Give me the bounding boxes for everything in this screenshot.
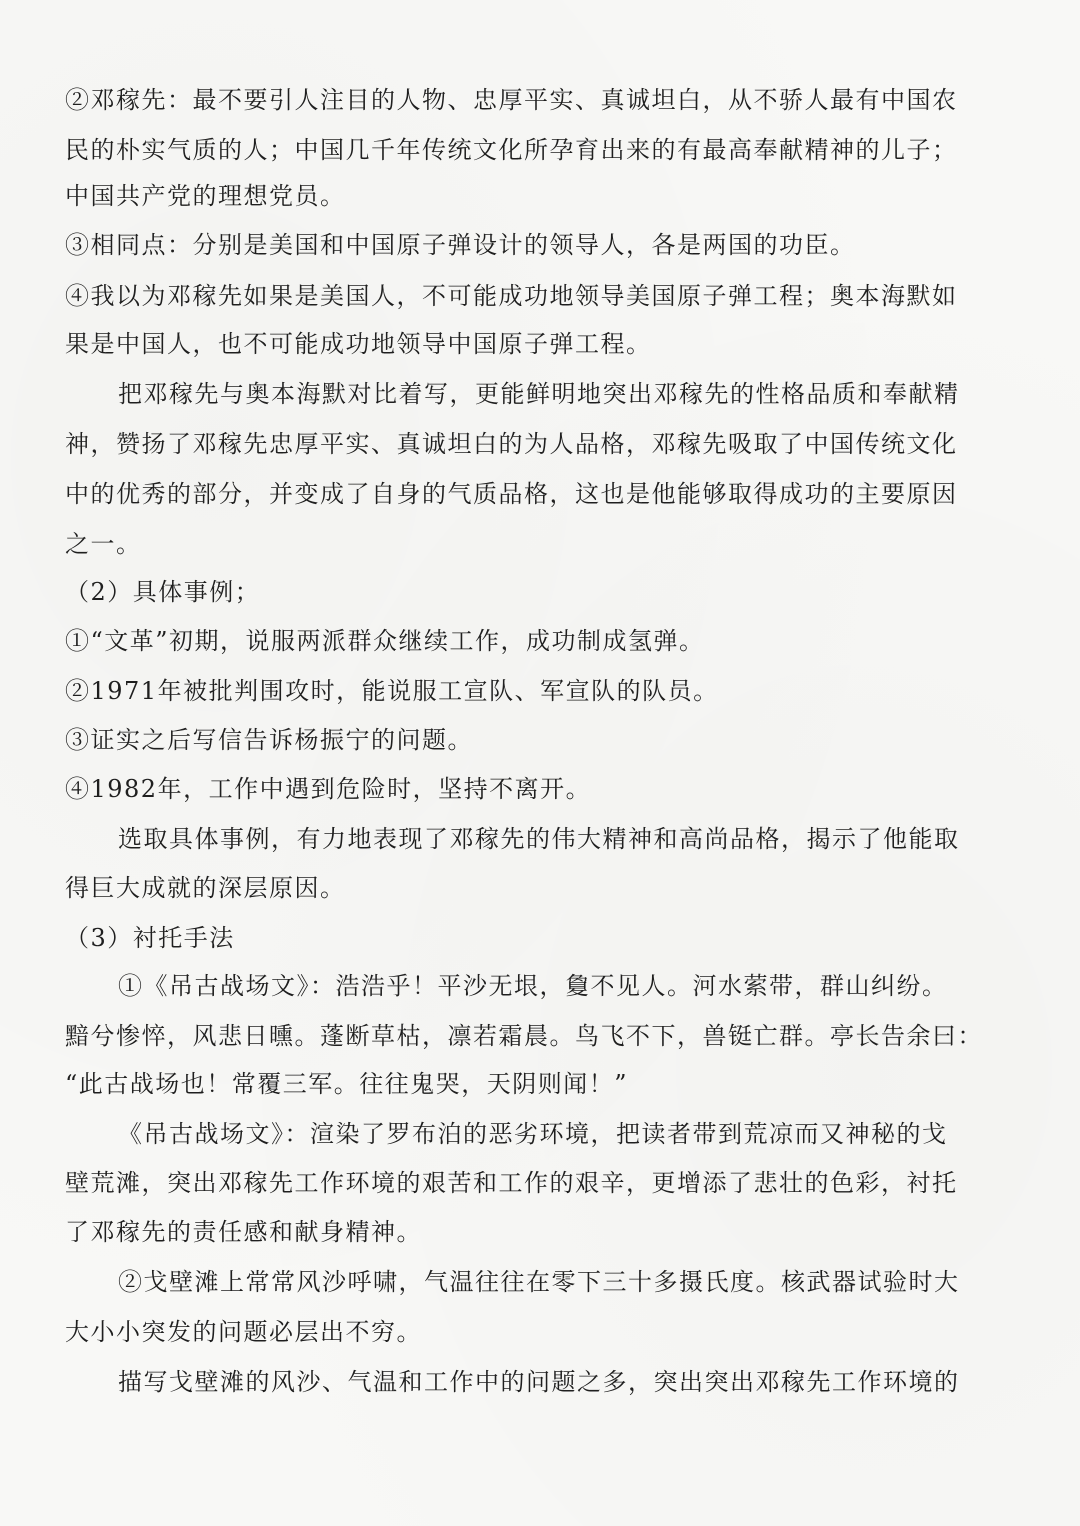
quote-line: ①《吊古战场文》：浩浩乎！平沙无垠，敻不见人。河水萦带，群山纠纷。	[118, 972, 948, 1000]
paragraph-first-line: ②戈壁滩上常常风沙呼啸，气温往往在零下三十多摄氏度。核武器试验时大	[118, 1268, 960, 1296]
text-line: 神，赞扬了邓稼先忠厚平实、真诚坦白的为人品格，邓稼先吸取了中国传统文化	[65, 430, 958, 458]
text-line: 了邓稼先的责任感和献身精神。	[65, 1218, 422, 1246]
text-line: 中国共产党的理想党员。	[65, 182, 346, 210]
text-line: ④我以为邓稼先如果是美国人，不可能成功地领导美国原子弹工程；奥本海默如	[65, 282, 958, 310]
text-line: 大小小突发的问题必层出不穷。	[65, 1318, 422, 1346]
paragraph-first-line: 《吊古战场文》：渲染了罗布泊的恶劣环境，把读者带到荒凉而又神秘的戈	[118, 1120, 948, 1148]
list-item: ①“文革”初期，说服两派群众继续工作，成功制成氢弹。	[65, 627, 705, 655]
list-item: ②1971年被批判围攻时，能说服工宣队、军宣队的队员。	[65, 677, 719, 705]
text-line: 得巨大成就的深层原因。	[65, 874, 346, 902]
quote-line: “此古战场也！常覆三军。往往鬼哭，天阴则闻！”	[65, 1070, 629, 1098]
text-line: ②邓稼先：最不要引人注目的人物、忠厚平实、真诚坦白，从不骄人最有中国农	[65, 86, 958, 114]
list-item: ④1982年，工作中遇到危险时，坚持不离开。	[65, 775, 592, 803]
quote-line: 黯兮惨悴，风悲日曛。蓬断草枯，凛若霜晨。鸟飞不下，兽铤亡群。亭长告余曰：	[65, 1022, 983, 1050]
paragraph-first-line: 选取具体事例，有力地表现了邓稼先的伟大精神和高尚品格，揭示了他能取	[118, 825, 960, 853]
list-item: ③证实之后写信告诉杨振宁的问题。	[65, 726, 473, 754]
text-line: 民的朴实气质的人；中国几千年传统文化所孕育出来的有最高奉献精神的儿子；	[65, 136, 958, 164]
section-heading: （3）衬托手法	[65, 924, 235, 952]
paragraph-first-line: 描写戈壁滩的风沙、气温和工作中的问题之多，突出突出邓稼先工作环境的	[118, 1368, 960, 1396]
section-heading: （2）具体事例；	[65, 578, 261, 606]
text-line: 壁荒滩，突出邓稼先工作环境的艰苦和工作的艰辛，更增添了悲壮的色彩，衬托	[65, 1169, 958, 1197]
text-line: 中的优秀的部分，并变成了自身的气质品格，这也是他能够取得成功的主要原因	[65, 480, 958, 508]
text-line: ③相同点：分别是美国和中国原子弹设计的领导人，各是两国的功臣。	[65, 231, 856, 259]
paragraph-first-line: 把邓稼先与奥本海默对比着写，更能鲜明地突出邓稼先的性格品质和奉献精	[118, 380, 960, 408]
text-line: 之一。	[65, 530, 142, 558]
text-line: 果是中国人，也不可能成功地领导中国原子弹工程。	[65, 330, 652, 358]
